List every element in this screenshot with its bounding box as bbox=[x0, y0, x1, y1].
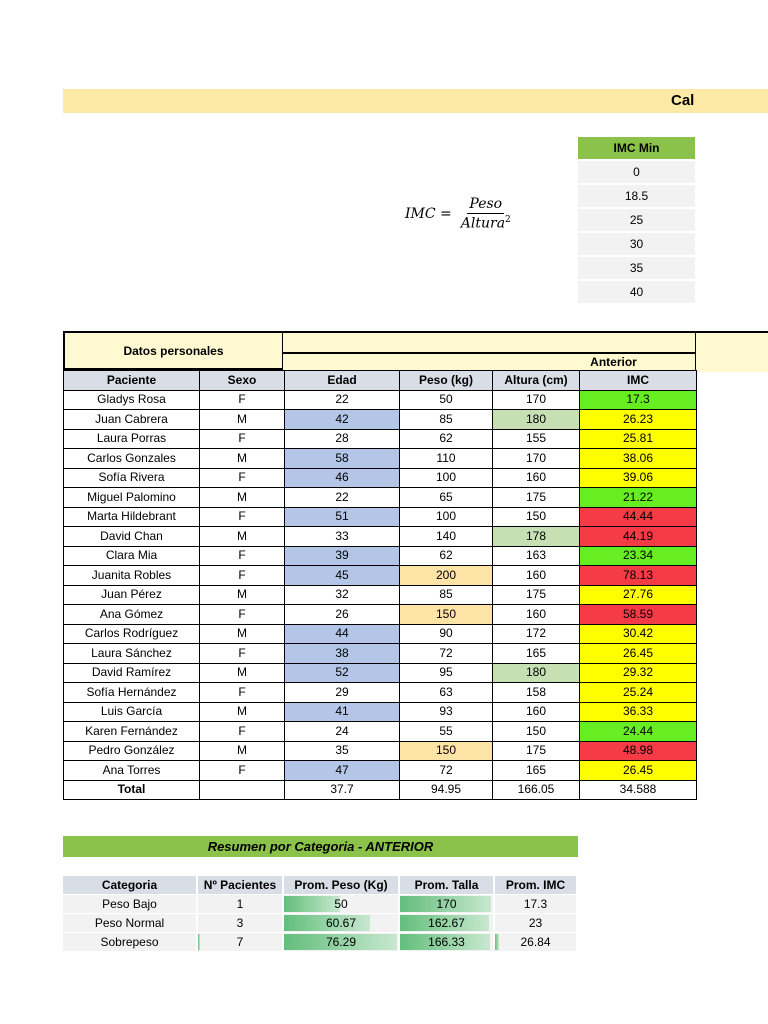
cell-peso[interactable]: 85 bbox=[400, 585, 493, 605]
table-row bbox=[64, 585, 697, 605]
cell-imc[interactable]: 30.42 bbox=[580, 624, 697, 644]
data-bar bbox=[495, 934, 499, 950]
cell-paciente[interactable]: Marta Hildebrant bbox=[64, 507, 200, 527]
summary-row bbox=[63, 913, 578, 932]
table-row bbox=[64, 722, 697, 742]
formula-fraction bbox=[461, 196, 511, 232]
table-row bbox=[64, 390, 697, 410]
cell-paciente[interactable]: David Ramírez bbox=[64, 663, 200, 683]
summary-prom-peso[interactable] bbox=[284, 913, 400, 932]
cell-paciente[interactable]: Laura Porras bbox=[64, 429, 200, 449]
table-row bbox=[64, 507, 697, 527]
summary-prom-talla-value: 166.33 bbox=[428, 935, 465, 949]
cell-peso[interactable]: 100 bbox=[400, 507, 493, 527]
table-header-row bbox=[64, 371, 697, 391]
cell-peso[interactable]: 85 bbox=[400, 410, 493, 430]
total-peso[interactable]: 94.95 bbox=[400, 780, 493, 800]
cell-imc[interactable]: 27.76 bbox=[580, 585, 697, 605]
total-label[interactable]: Total bbox=[64, 780, 200, 800]
cell-sexo[interactable]: F bbox=[200, 507, 285, 527]
cell-imc[interactable]: 39.06 bbox=[580, 468, 697, 488]
table-row bbox=[64, 527, 697, 547]
cell-sexo[interactable]: M bbox=[200, 449, 285, 469]
imc-formula bbox=[405, 196, 511, 232]
cell-sexo[interactable]: M bbox=[200, 410, 285, 430]
summary-prom-peso[interactable] bbox=[284, 894, 400, 913]
cell-imc[interactable]: 24.44 bbox=[580, 722, 697, 742]
total-imc[interactable]: 34.588 bbox=[580, 780, 697, 800]
summary-prom-imc[interactable] bbox=[495, 913, 578, 932]
group-datos-personales[interactable]: Datos personales bbox=[63, 331, 283, 370]
cell-peso[interactable]: 200 bbox=[400, 566, 493, 586]
table-row bbox=[64, 644, 697, 664]
formula-lhs: IMC = bbox=[405, 205, 452, 222]
table-row bbox=[64, 468, 697, 488]
subgroup-label-wrap bbox=[283, 355, 696, 369]
cell-imc[interactable]: 29.32 bbox=[580, 663, 697, 683]
cell-edad[interactable]: 29 bbox=[285, 683, 400, 703]
cell-imc[interactable]: 44.44 bbox=[580, 507, 697, 527]
table-row bbox=[64, 488, 697, 508]
cell-imc[interactable]: 38.06 bbox=[580, 449, 697, 469]
table-row bbox=[64, 624, 697, 644]
table-row bbox=[64, 663, 697, 683]
cell-paciente[interactable]: Carlos Gonzales bbox=[64, 449, 200, 469]
cell-edad[interactable]: 41 bbox=[285, 702, 400, 722]
cell-peso[interactable]: 93 bbox=[400, 702, 493, 722]
summary-pacientes[interactable] bbox=[198, 913, 284, 932]
cell-altura[interactable]: 155 bbox=[493, 429, 580, 449]
cell-peso[interactable]: 150 bbox=[400, 605, 493, 625]
cell-edad[interactable]: 26 bbox=[285, 605, 400, 625]
cell-edad[interactable]: 32 bbox=[285, 585, 400, 605]
cell-peso[interactable]: 62 bbox=[400, 546, 493, 566]
data-bar bbox=[198, 934, 200, 950]
cell-paciente[interactable]: Miguel Palomino bbox=[64, 488, 200, 508]
cell-edad[interactable]: 42 bbox=[285, 410, 400, 430]
cell-altura[interactable]: 175 bbox=[493, 488, 580, 508]
cell-paciente[interactable]: Juanita Robles bbox=[64, 566, 200, 586]
cell-edad[interactable]: 58 bbox=[285, 449, 400, 469]
cell-altura[interactable]: 175 bbox=[493, 741, 580, 761]
cell-edad[interactable]: 47 bbox=[285, 761, 400, 781]
summary-prom-peso-value: 50 bbox=[334, 897, 348, 911]
cell-paciente[interactable]: Carlos Rodríguez bbox=[64, 624, 200, 644]
summary-row bbox=[63, 932, 578, 951]
table-row bbox=[64, 429, 697, 449]
cell-peso[interactable]: 63 bbox=[400, 683, 493, 703]
column-header[interactable]: Paciente bbox=[64, 371, 200, 391]
formula-numerator: Peso bbox=[469, 196, 503, 212]
cell-peso[interactable]: 72 bbox=[400, 644, 493, 664]
summary-prom-imc-value: 23 bbox=[528, 916, 543, 930]
cell-altura[interactable]: 180 bbox=[493, 663, 580, 683]
cell-altura[interactable]: 175 bbox=[493, 585, 580, 605]
cell-altura[interactable]: 170 bbox=[493, 449, 580, 469]
summary-column-header[interactable]: Prom. Talla bbox=[400, 876, 495, 894]
cell-edad[interactable]: 33 bbox=[285, 527, 400, 547]
imc-min-table bbox=[578, 137, 695, 303]
patients-table bbox=[63, 370, 697, 800]
summary-prom-talla[interactable] bbox=[400, 894, 495, 913]
data-bar bbox=[284, 896, 340, 912]
cell-edad[interactable]: 39 bbox=[285, 546, 400, 566]
cell-edad[interactable]: 38 bbox=[285, 644, 400, 664]
cell-peso[interactable]: 90 bbox=[400, 624, 493, 644]
cell-altura[interactable]: 150 bbox=[493, 722, 580, 742]
table-row bbox=[64, 761, 697, 781]
cell-altura[interactable]: 165 bbox=[493, 644, 580, 664]
cell-paciente[interactable]: Clara Mia bbox=[64, 546, 200, 566]
cell-sexo[interactable]: F bbox=[200, 390, 285, 410]
cell-edad[interactable]: 35 bbox=[285, 741, 400, 761]
cell-sexo[interactable]: F bbox=[200, 546, 285, 566]
formula-denominator bbox=[461, 214, 511, 232]
cell-altura[interactable]: 160 bbox=[493, 468, 580, 488]
summary-prom-talla-value: 170 bbox=[436, 897, 457, 911]
cell-peso[interactable]: 50 bbox=[400, 390, 493, 410]
total-edad[interactable]: 37.7 bbox=[285, 780, 400, 800]
column-header[interactable]: Edad bbox=[285, 371, 400, 391]
summary-prom-talla-value: 162.67 bbox=[428, 916, 465, 930]
column-header[interactable]: Sexo bbox=[200, 371, 285, 391]
cell-altura[interactable]: 158 bbox=[493, 683, 580, 703]
column-header[interactable]: IMC bbox=[580, 371, 697, 391]
imc-min-cell[interactable]: 18.5 bbox=[578, 183, 695, 207]
cell-paciente[interactable]: Gladys Rosa bbox=[64, 390, 200, 410]
cell-imc[interactable]: 26.23 bbox=[580, 410, 697, 430]
formula-denominator-text: Altura bbox=[460, 215, 506, 232]
summary-prom-imc-value: 17.3 bbox=[523, 897, 548, 911]
cell-altura[interactable]: 170 bbox=[493, 390, 580, 410]
cell-edad[interactable]: 44 bbox=[285, 624, 400, 644]
total-sexo[interactable] bbox=[200, 780, 285, 800]
cell-paciente[interactable]: Luis García bbox=[64, 702, 200, 722]
cell-sexo[interactable]: F bbox=[200, 644, 285, 664]
cell-edad[interactable]: 22 bbox=[285, 488, 400, 508]
cell-sexo[interactable]: M bbox=[200, 624, 285, 644]
cell-imc[interactable]: 36.33 bbox=[580, 702, 697, 722]
summary-prom-talla[interactable] bbox=[400, 932, 495, 951]
cell-imc[interactable]: 25.81 bbox=[580, 429, 697, 449]
cell-altura[interactable]: 172 bbox=[493, 624, 580, 644]
title-band bbox=[63, 89, 768, 113]
cell-sexo[interactable]: F bbox=[200, 605, 285, 625]
cell-sexo[interactable]: F bbox=[200, 683, 285, 703]
cell-paciente[interactable]: Juan Cabrera bbox=[64, 410, 200, 430]
cell-edad[interactable]: 51 bbox=[285, 507, 400, 527]
summary-column-header[interactable]: Categoria bbox=[63, 876, 198, 894]
cell-peso[interactable]: 55 bbox=[400, 722, 493, 742]
summary-column-header[interactable]: Nº Pacientes bbox=[198, 876, 284, 894]
table-row bbox=[64, 702, 697, 722]
imc-min-header[interactable]: IMC Min bbox=[578, 137, 695, 159]
cell-edad[interactable]: 46 bbox=[285, 468, 400, 488]
cell-paciente[interactable]: Ana Torres bbox=[64, 761, 200, 781]
summary-pacientes-value: 1 bbox=[236, 897, 244, 911]
summary-categoria[interactable]: Peso Normal bbox=[63, 913, 198, 932]
header-fill bbox=[696, 333, 768, 372]
cell-sexo[interactable]: M bbox=[200, 527, 285, 547]
cell-imc[interactable]: 17.3 bbox=[580, 390, 697, 410]
cell-paciente[interactable]: Ana Gómez bbox=[64, 605, 200, 625]
cell-paciente[interactable]: Karen Fernández bbox=[64, 722, 200, 742]
cell-edad[interactable]: 22 bbox=[285, 390, 400, 410]
summary-prom-peso-value: 60.67 bbox=[325, 916, 357, 930]
summary-categoria[interactable]: Peso Bajo bbox=[63, 894, 198, 913]
cell-imc[interactable]: 44.19 bbox=[580, 527, 697, 547]
cell-imc[interactable]: 25.24 bbox=[580, 683, 697, 703]
imc-min-cell[interactable]: 30 bbox=[578, 231, 695, 255]
summary-pacientes[interactable] bbox=[198, 932, 284, 951]
cell-edad[interactable]: 28 bbox=[285, 429, 400, 449]
table-row bbox=[64, 566, 697, 586]
cell-sexo[interactable]: F bbox=[200, 566, 285, 586]
summary-prom-talla[interactable] bbox=[400, 913, 495, 932]
cell-altura[interactable]: 160 bbox=[493, 566, 580, 586]
summary-pacientes[interactable] bbox=[198, 894, 284, 913]
cell-edad[interactable]: 45 bbox=[285, 566, 400, 586]
imc-min-cell[interactable]: 0 bbox=[578, 159, 695, 183]
cell-peso[interactable]: 95 bbox=[400, 663, 493, 683]
cell-altura[interactable]: 178 bbox=[493, 527, 580, 547]
summary-prom-peso[interactable] bbox=[284, 932, 400, 951]
cell-imc[interactable]: 26.45 bbox=[580, 761, 697, 781]
cell-peso[interactable]: 65 bbox=[400, 488, 493, 508]
cell-altura[interactable]: 180 bbox=[493, 410, 580, 430]
table-row bbox=[64, 683, 697, 703]
cell-imc[interactable]: 26.45 bbox=[580, 644, 697, 664]
cell-paciente[interactable]: Sofía Rivera bbox=[64, 468, 200, 488]
group-anterior-header bbox=[283, 331, 768, 370]
cell-edad[interactable]: 52 bbox=[285, 663, 400, 683]
summary-prom-imc[interactable] bbox=[495, 894, 578, 913]
imc-min-cell[interactable]: 35 bbox=[578, 255, 695, 279]
total-row bbox=[64, 780, 697, 800]
cell-sexo[interactable]: F bbox=[200, 761, 285, 781]
table-row bbox=[64, 410, 697, 430]
summary-prom-imc[interactable] bbox=[495, 932, 578, 951]
summary-column-header[interactable]: Prom. Peso (Kg) bbox=[284, 876, 400, 894]
formula-exponent: 2 bbox=[505, 215, 511, 225]
summary-column-header[interactable]: Prom. IMC bbox=[495, 876, 578, 894]
cell-altura[interactable]: 160 bbox=[493, 702, 580, 722]
table-row bbox=[64, 546, 697, 566]
cell-peso[interactable]: 72 bbox=[400, 761, 493, 781]
cell-sexo[interactable]: F bbox=[200, 722, 285, 742]
summary-prom-imc-value: 26.84 bbox=[520, 935, 551, 949]
summary-prom-peso-value: 76.29 bbox=[325, 935, 357, 949]
summary-table bbox=[63, 876, 578, 951]
subgroup-anterior-label[interactable]: Anterior bbox=[590, 355, 637, 369]
cell-sexo[interactable]: M bbox=[200, 741, 285, 761]
cell-edad[interactable]: 24 bbox=[285, 722, 400, 742]
cell-sexo[interactable]: F bbox=[200, 468, 285, 488]
cell-paciente[interactable]: Laura Sánchez bbox=[64, 644, 200, 664]
cell-sexo[interactable]: M bbox=[200, 585, 285, 605]
summary-row bbox=[63, 894, 578, 913]
cell-sexo[interactable]: M bbox=[200, 488, 285, 508]
cell-paciente[interactable]: Juan Pérez bbox=[64, 585, 200, 605]
cell-altura[interactable]: 165 bbox=[493, 761, 580, 781]
cell-sexo[interactable]: M bbox=[200, 663, 285, 683]
page-title: Cal bbox=[671, 92, 695, 109]
cell-sexo[interactable]: F bbox=[200, 429, 285, 449]
imc-min-cell[interactable]: 40 bbox=[578, 279, 695, 303]
summary-pacientes-value: 3 bbox=[236, 916, 244, 930]
cell-paciente[interactable]: David Chan bbox=[64, 527, 200, 547]
summary-categoria[interactable]: Sobrepeso bbox=[63, 932, 198, 951]
table-row bbox=[64, 741, 697, 761]
cell-peso[interactable]: 100 bbox=[400, 468, 493, 488]
cell-imc[interactable]: 23.34 bbox=[580, 546, 697, 566]
cell-altura[interactable]: 160 bbox=[493, 605, 580, 625]
table-row bbox=[64, 605, 697, 625]
cell-paciente[interactable]: Sofía Hernández bbox=[64, 683, 200, 703]
cell-peso[interactable]: 110 bbox=[400, 449, 493, 469]
imc-min-cell[interactable]: 25 bbox=[578, 207, 695, 231]
cell-peso[interactable]: 150 bbox=[400, 741, 493, 761]
cell-sexo[interactable]: M bbox=[200, 702, 285, 722]
cell-imc[interactable]: 78.13 bbox=[580, 566, 697, 586]
summary-header-row bbox=[63, 876, 578, 894]
cell-paciente[interactable]: Pedro González bbox=[64, 741, 200, 761]
cell-altura[interactable]: 163 bbox=[493, 546, 580, 566]
summary-title: Resumen por Categoria - ANTERIOR bbox=[63, 836, 578, 857]
column-header[interactable]: Peso (kg) bbox=[400, 371, 493, 391]
cell-imc[interactable]: 21.22 bbox=[580, 488, 697, 508]
cell-peso[interactable]: 140 bbox=[400, 527, 493, 547]
cell-imc[interactable]: 48.98 bbox=[580, 741, 697, 761]
summary-pacientes-value: 7 bbox=[236, 935, 244, 949]
divider-line bbox=[283, 352, 696, 354]
table-row bbox=[64, 449, 697, 469]
cell-peso[interactable]: 62 bbox=[400, 429, 493, 449]
cell-imc[interactable]: 58.59 bbox=[580, 605, 697, 625]
total-altura[interactable]: 166.05 bbox=[493, 780, 580, 800]
cell-altura[interactable]: 150 bbox=[493, 507, 580, 527]
column-header[interactable]: Altura (cm) bbox=[493, 371, 580, 391]
